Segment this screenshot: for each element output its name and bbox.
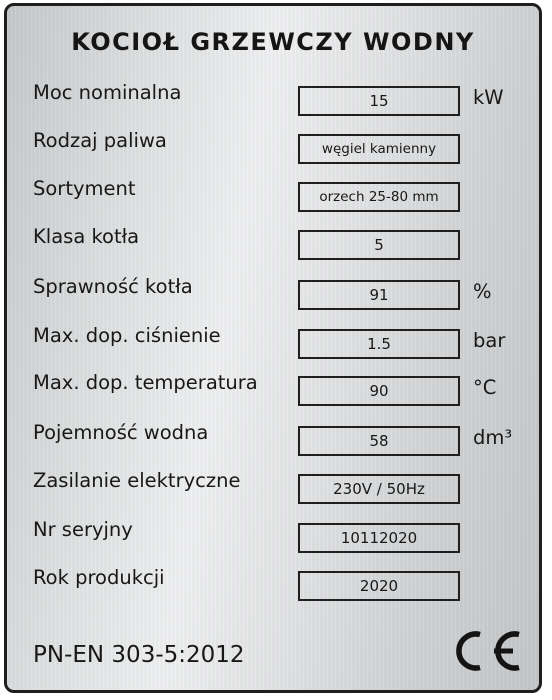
row-unit: dm³ [473,426,513,449]
value-box: 58 [298,426,460,456]
row-unit: kW [473,86,504,109]
value-box: 90 [298,376,460,406]
ce-mark-icon [447,627,523,675]
row-label: Rok produkcji [33,566,165,589]
value-box: orzech 25-80 mm [298,182,460,212]
standard-number: PN-EN 303-5:2012 [33,642,245,668]
row-unit: % [473,280,492,303]
row-unit: °C [473,376,497,399]
row-fuel-type [7,129,539,164]
row-nominal-power [7,81,539,116]
row-unit: bar [473,329,506,352]
value-box: 5 [298,230,460,260]
row-label: Sortyment [33,177,136,200]
value-box: 10112020 [298,523,460,553]
row-assortment [7,177,539,212]
row-water-capacity [7,421,539,456]
row-label: Zasilanie elektryczne [33,469,241,492]
value-box: węgiel kamienny [298,134,460,164]
row-power-supply [7,469,539,504]
row-label: Max. dop. temperatura [33,371,258,394]
value-box: 91 [298,280,460,310]
row-efficiency [7,275,539,310]
row-label: Sprawność kotła [33,275,193,298]
row-label: Moc nominalna [33,81,182,104]
row-production-year [7,566,539,601]
value-box: 15 [298,86,460,116]
row-boiler-class [7,225,539,260]
plate-title: KOCIOŁ GRZEWCZY WODNY [71,28,475,56]
row-serial-number [7,518,539,553]
row-label: Klasa kotła [33,225,140,248]
row-max-temperature [7,371,539,406]
value-box: 1.5 [298,329,460,359]
row-label: Max. dop. ciśnienie [33,324,221,347]
row-max-pressure [7,324,539,359]
value-box: 2020 [298,571,460,601]
row-label: Nr seryjny [33,518,133,541]
row-label: Pojemność wodna [33,421,209,444]
value-box: 230V / 50Hz [298,474,460,504]
row-label: Rodzaj paliwa [33,129,167,152]
nameplate [4,3,542,693]
